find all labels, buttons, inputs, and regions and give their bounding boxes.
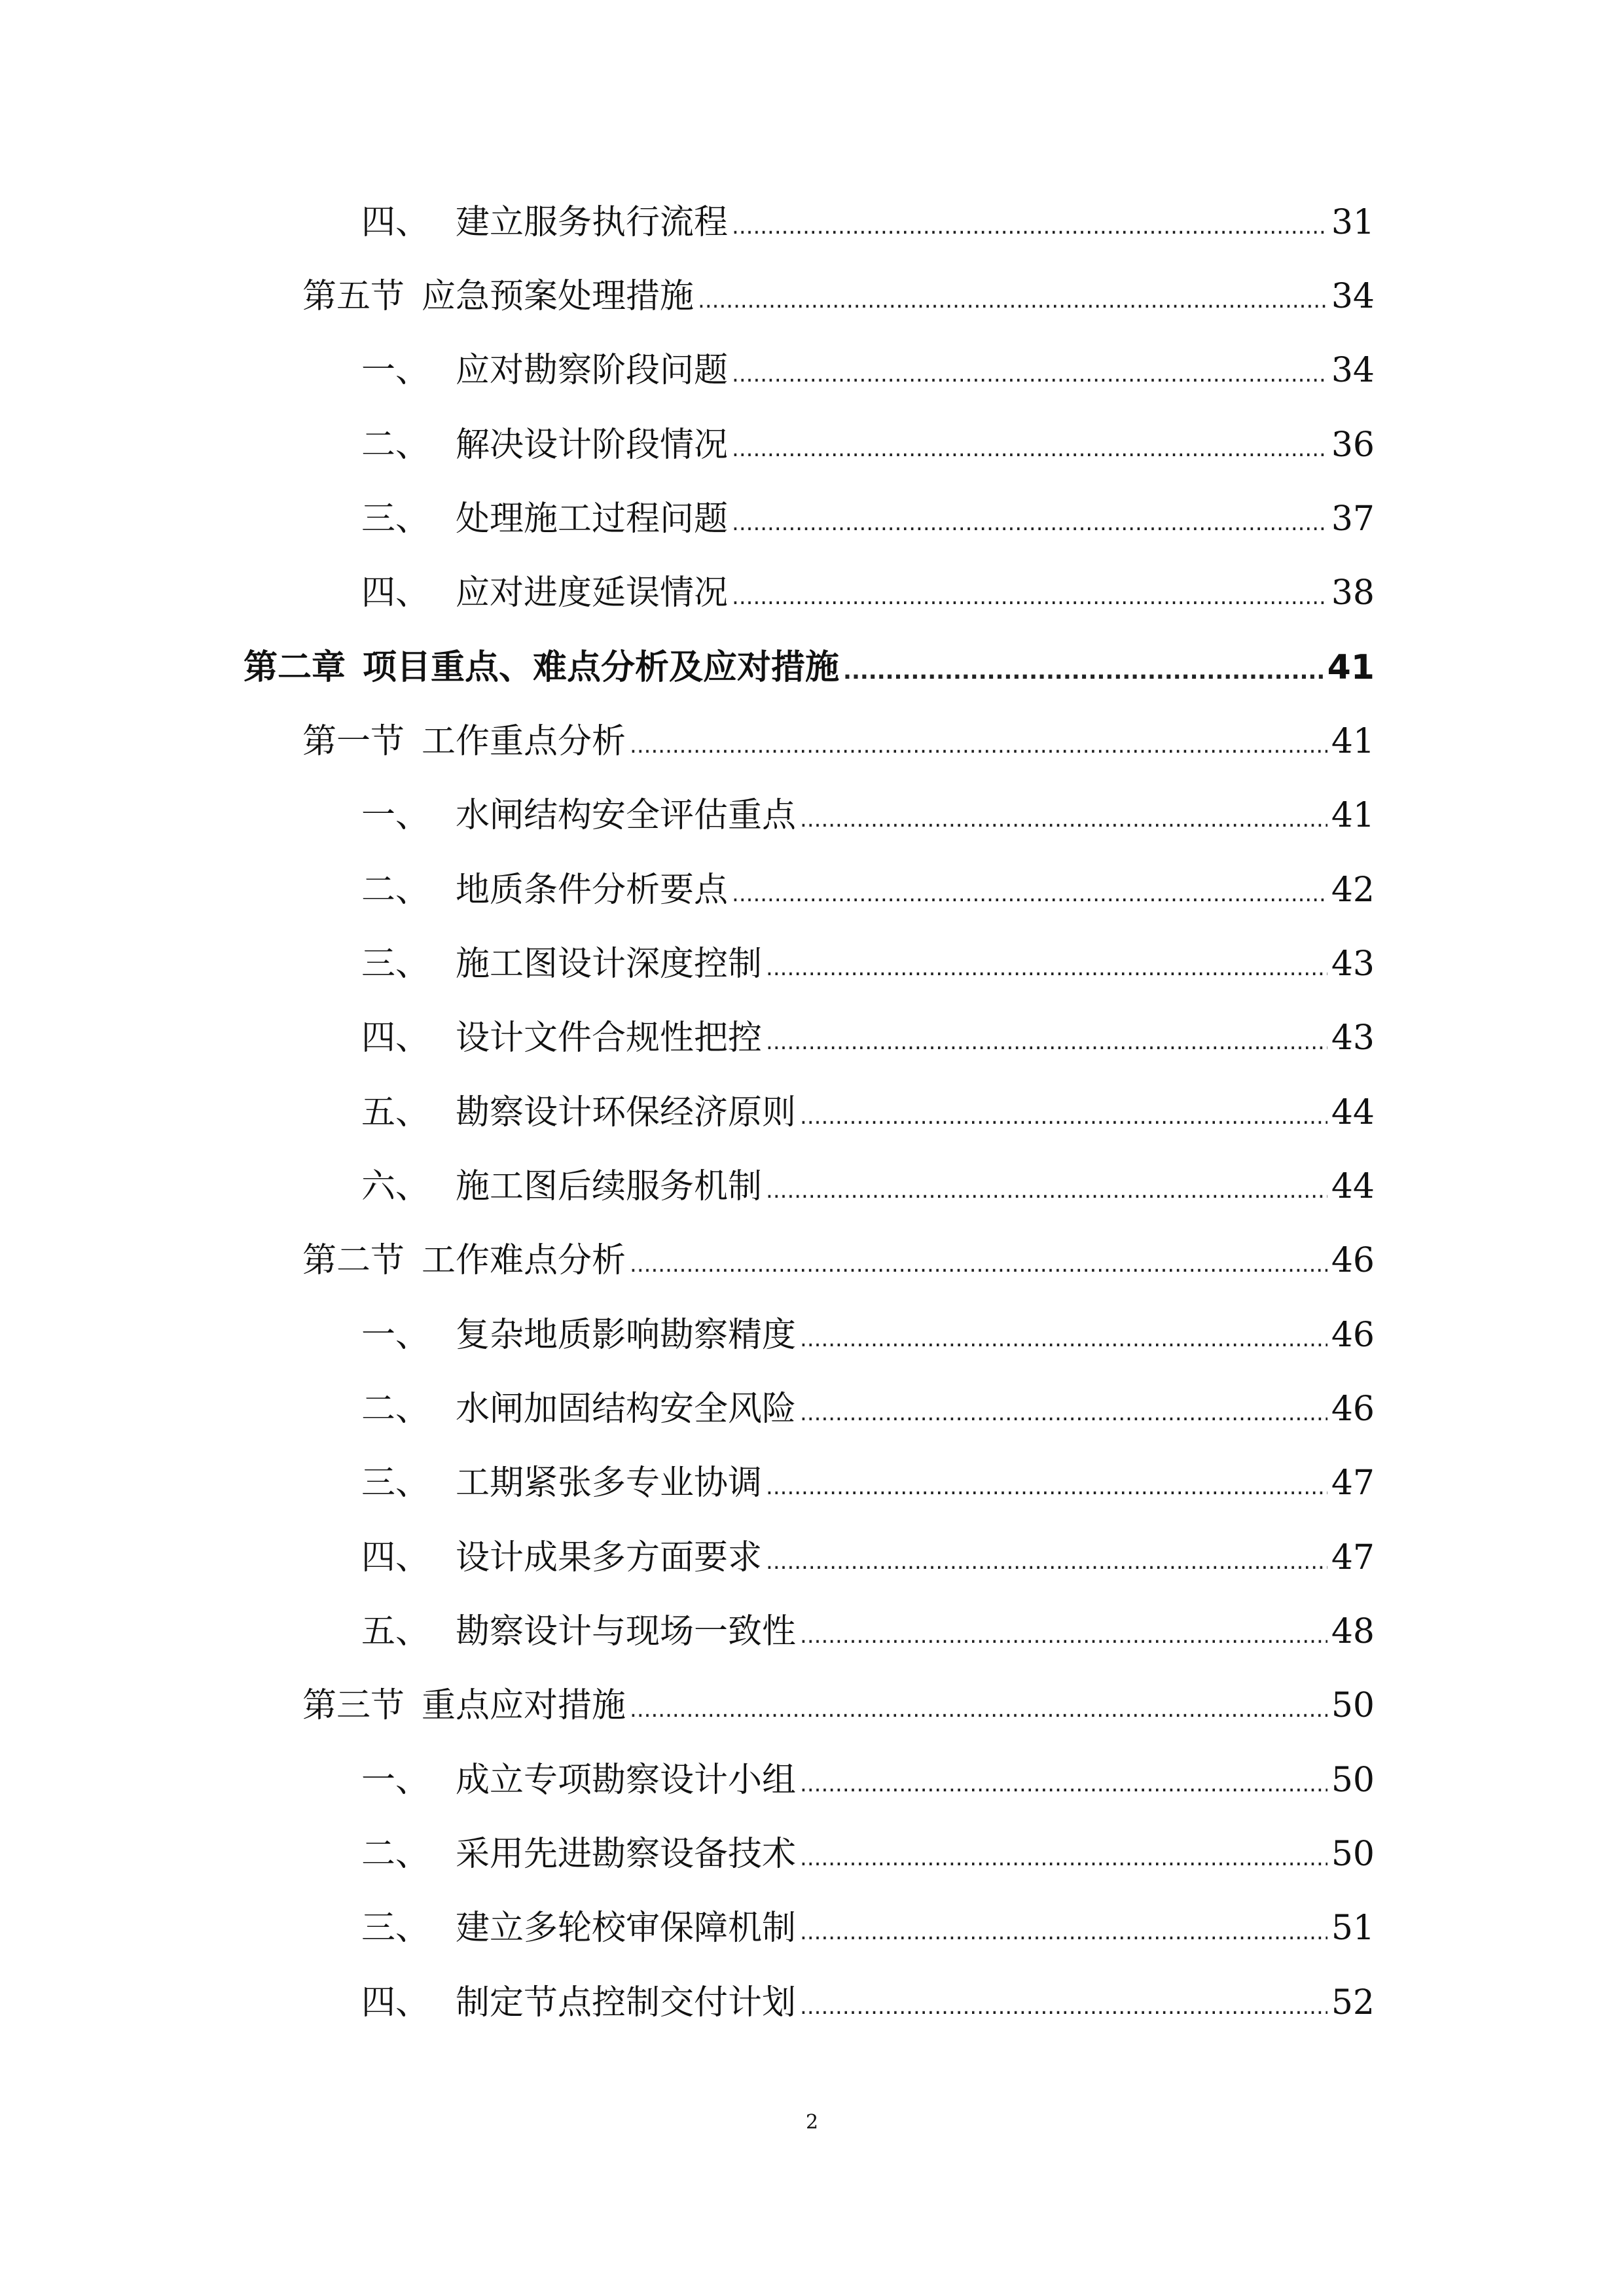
toc-entry-title: 制定节点控制交付计划 xyxy=(456,1983,797,2022)
toc-entry-number: 二、 xyxy=(361,1835,430,1874)
toc-entry-title: 应对进度延误情况 xyxy=(456,573,729,613)
toc-entry[interactable] xyxy=(361,567,1375,619)
toc-entry-title: 复杂地质影响勘察精度 xyxy=(456,1316,797,1355)
dot-leader xyxy=(732,200,1327,253)
toc-entry[interactable] xyxy=(361,196,1375,249)
toc-entry[interactable] xyxy=(361,864,1375,916)
toc-entry-page: 48 xyxy=(1331,1612,1375,1651)
toc-entry[interactable] xyxy=(361,1160,1375,1213)
toc-entry-number: 五、 xyxy=(361,1612,430,1651)
toc-entry[interactable] xyxy=(361,1902,1375,1954)
toc-entry-page: 43 xyxy=(1331,1018,1375,1058)
toc-entry-title: 解决设计阶段情况 xyxy=(456,425,729,465)
toc-entry-page: 36 xyxy=(1331,425,1375,465)
toc-entry-page: 34 xyxy=(1331,277,1375,316)
dot-leader xyxy=(630,1683,1327,1736)
toc-entry-number: 二、 xyxy=(361,870,430,910)
toc-entry-number: 二、 xyxy=(361,1390,430,1429)
toc-entry-title: 勘察设计与现场一致性 xyxy=(456,1612,797,1651)
toc-entry-title: 成立专项勘察设计小组 xyxy=(456,1761,797,1800)
toc-entry[interactable] xyxy=(361,1754,1375,1806)
toc-entry-number: 三、 xyxy=(361,944,430,984)
toc-entry-number: 四、 xyxy=(361,203,430,242)
toc-entry-number: 三、 xyxy=(361,499,430,539)
toc-entry-number: 一、 xyxy=(361,796,430,835)
toc-entry-title: 施工图设计深度控制 xyxy=(456,944,763,984)
toc-entry[interactable] xyxy=(361,1828,1375,1880)
dot-leader xyxy=(800,1981,1327,2033)
toc-entry-title: 重点应对措施 xyxy=(422,1686,626,1725)
toc-entry-page: 43 xyxy=(1331,944,1375,984)
toc-entry[interactable] xyxy=(361,493,1375,545)
toc-entry-title: 水闸加固结构安全风险 xyxy=(456,1390,797,1429)
dot-leader xyxy=(630,719,1327,772)
dot-leader xyxy=(800,1609,1327,1662)
dot-leader xyxy=(766,942,1327,994)
toc-entry-title: 应急预案处理措施 xyxy=(422,277,695,316)
toc-entry-number: 第二章 xyxy=(244,648,346,687)
toc-entry-page: 41 xyxy=(1327,648,1375,687)
toc-entry-page: 42 xyxy=(1331,870,1375,910)
toc-entry-title: 建立多轮校审保障机制 xyxy=(456,1909,797,1948)
toc-entry-page: 37 xyxy=(1331,499,1375,539)
dot-leader xyxy=(766,1164,1327,1217)
toc-entry-number: 第一节 xyxy=(302,722,405,761)
dot-leader xyxy=(732,571,1327,623)
toc-entry-title: 工期紧张多专业协调 xyxy=(456,1463,763,1503)
toc-entry-page: 51 xyxy=(1331,1909,1375,1948)
toc-entry-title: 水闸结构安全评估重点 xyxy=(456,796,797,835)
dot-leader xyxy=(766,1461,1327,1513)
toc-entry-number: 四、 xyxy=(361,573,430,613)
dot-leader xyxy=(766,1016,1327,1068)
toc-entry-page: 50 xyxy=(1331,1761,1375,1800)
toc-entry-title: 施工图后续服务机制 xyxy=(456,1167,763,1206)
toc-entry[interactable] xyxy=(361,1605,1375,1658)
toc-entry-title: 勘察设计环保经济原则 xyxy=(456,1093,797,1132)
dot-leader xyxy=(800,1758,1327,1810)
toc-entry[interactable] xyxy=(361,1457,1375,1509)
toc-entry[interactable] xyxy=(361,1309,1375,1361)
toc-chapter-entry[interactable] xyxy=(244,641,1375,694)
toc-entry-number: 五、 xyxy=(361,1093,430,1132)
toc-entry-page: 41 xyxy=(1331,796,1375,835)
toc-entry-page: 50 xyxy=(1331,1686,1375,1725)
toc-entry-title: 设计文件合规性把控 xyxy=(456,1018,763,1058)
toc-entry-number: 四、 xyxy=(361,1018,430,1058)
dot-leader xyxy=(800,1832,1327,1884)
toc-entry-number: 第五节 xyxy=(302,277,405,316)
toc-entry-number: 四、 xyxy=(361,1538,430,1577)
toc-entry[interactable] xyxy=(361,789,1375,842)
toc-entry-page: 50 xyxy=(1331,1835,1375,1874)
toc-entry-title: 设计成果多方面要求 xyxy=(456,1538,763,1577)
toc-entry[interactable] xyxy=(361,938,1375,990)
dot-leader xyxy=(698,274,1327,327)
toc-entry-page: 41 xyxy=(1331,722,1375,761)
toc-entry-title: 处理施工过程问题 xyxy=(456,499,729,539)
dot-leader xyxy=(732,497,1327,549)
toc-entry-title: 采用先进勘察设备技术 xyxy=(456,1835,797,1874)
toc-entry-number: 二、 xyxy=(361,425,430,465)
toc-entry[interactable] xyxy=(361,1532,1375,1584)
toc-entry-title: 工作重点分析 xyxy=(422,722,626,761)
toc-entry-number: 三、 xyxy=(361,1909,430,1948)
page-number: 2 xyxy=(805,2111,819,2134)
toc-entry-page: 46 xyxy=(1331,1390,1375,1429)
toc-entry[interactable] xyxy=(361,1012,1375,1064)
dot-leader xyxy=(843,645,1324,698)
toc-entry-title: 项目重点、难点分析及应对措施 xyxy=(363,648,840,687)
dot-leader xyxy=(732,868,1327,920)
toc-entry-page: 31 xyxy=(1331,203,1375,242)
dot-leader xyxy=(800,1906,1327,1958)
dot-leader xyxy=(732,423,1327,475)
toc-entry-page: 34 xyxy=(1331,351,1375,390)
toc-entry-number: 四、 xyxy=(361,1983,430,2022)
toc-entry[interactable] xyxy=(361,1383,1375,1435)
toc-entry-title: 工作难点分析 xyxy=(422,1241,626,1280)
toc-entry-page: 46 xyxy=(1331,1241,1375,1280)
toc-entry[interactable] xyxy=(361,344,1375,397)
toc-entry-number: 第二节 xyxy=(302,1241,405,1280)
dot-leader xyxy=(766,1535,1327,1588)
toc-entry[interactable] xyxy=(302,270,1375,323)
dot-leader xyxy=(800,1387,1327,1439)
toc-entry-title: 地质条件分析要点 xyxy=(456,870,729,910)
dot-leader xyxy=(800,1313,1327,1365)
dot-leader xyxy=(800,793,1327,846)
toc-entry-number: 六、 xyxy=(361,1167,430,1206)
dot-leader xyxy=(732,348,1327,401)
toc-entry-number: 一、 xyxy=(361,1316,430,1355)
toc-entry-number: 一、 xyxy=(361,1761,430,1800)
toc-entry-page: 52 xyxy=(1331,1983,1375,2022)
toc-entry-page: 47 xyxy=(1331,1463,1375,1503)
toc-entry-number: 一、 xyxy=(361,351,430,390)
toc-entry[interactable] xyxy=(302,715,1375,768)
toc-entry-page: 47 xyxy=(1331,1538,1375,1577)
toc-entry-page: 44 xyxy=(1331,1167,1375,1206)
dot-leader xyxy=(630,1238,1327,1291)
toc-entry-number: 三、 xyxy=(361,1463,430,1503)
toc-entry[interactable] xyxy=(361,419,1375,471)
toc-entry[interactable] xyxy=(361,1086,1375,1139)
toc-entry-page: 46 xyxy=(1331,1316,1375,1355)
toc-entry[interactable] xyxy=(302,1679,1375,1732)
toc-entry-title: 应对勘察阶段问题 xyxy=(456,351,729,390)
toc-entry-number: 第三节 xyxy=(302,1686,405,1725)
toc-entry[interactable] xyxy=(361,1977,1375,2029)
toc-entry[interactable] xyxy=(302,1234,1375,1287)
toc-entry-title: 建立服务执行流程 xyxy=(456,203,729,242)
dot-leader xyxy=(800,1090,1327,1143)
toc-entry-page: 38 xyxy=(1331,573,1375,613)
toc-entry-page: 44 xyxy=(1331,1093,1375,1132)
